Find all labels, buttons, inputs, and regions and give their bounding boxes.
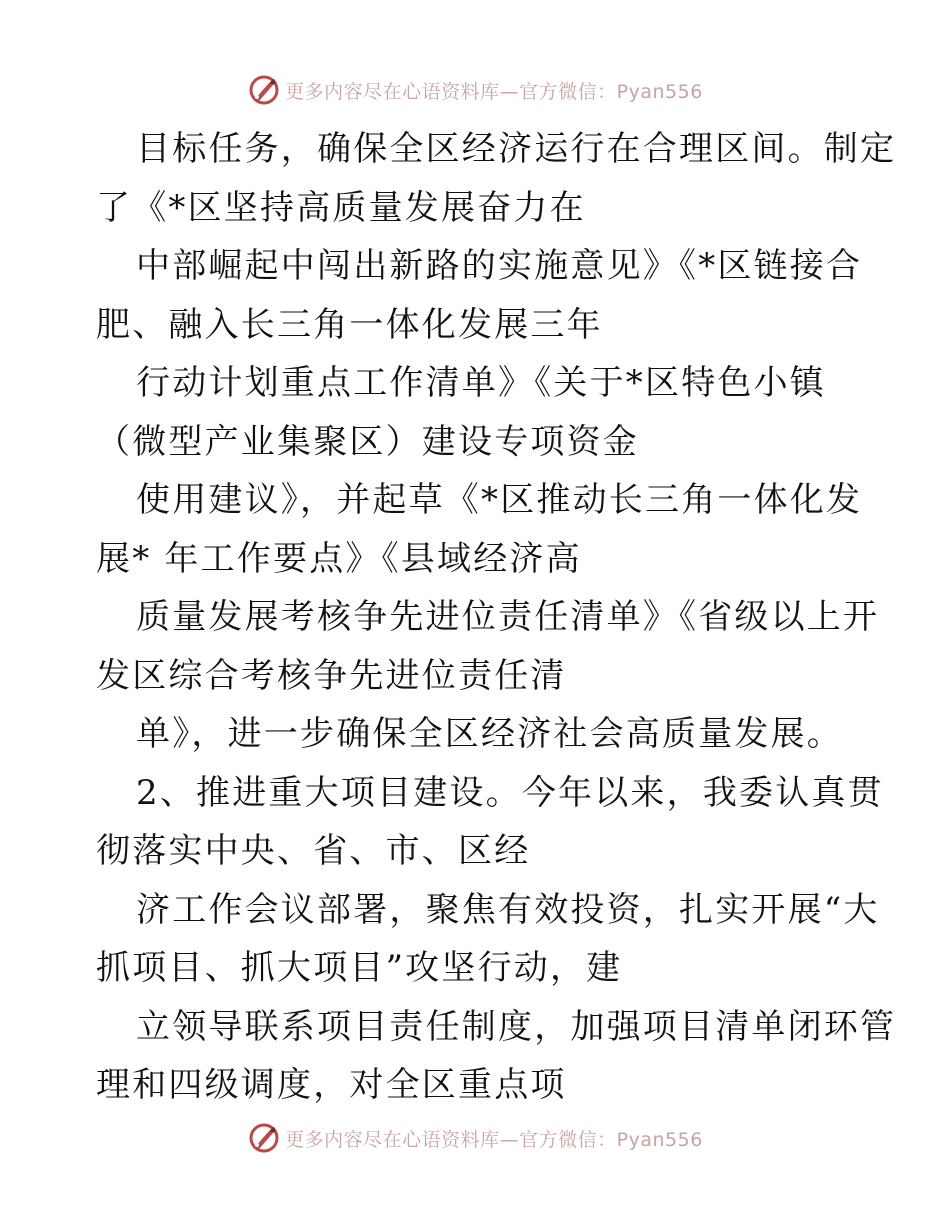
text-line: 立领导联系项目责任制度，加强项目清单闭环管 — [136, 1006, 897, 1047]
text-line: 发区综合考核争先进位责任清 — [96, 655, 567, 696]
document-body — [96, 120, 897, 1115]
text-line: 目标任务，确保全区经济运行在合理区间。制定 — [136, 129, 897, 169]
text-line: 中部崛起中闯出新路的实施意见》《*区链接合 — [136, 246, 863, 286]
text-line: （微型产业集聚区）建设专项资金 — [96, 421, 639, 462]
text-line: 单》，进一步确保全区经济社会高质量发展。 — [136, 714, 843, 754]
watermark-header — [0, 70, 950, 110]
watermark-footer — [0, 1118, 950, 1158]
text-line: 肥、融入长三角一体化发展三年 — [96, 304, 603, 345]
text-line: 彻落实中央、省、市、区经 — [96, 831, 531, 871]
brand-logo-icon — [247, 1121, 281, 1155]
text-line: 使用建议》，并起草《*区推动长三角一体化发 — [136, 480, 863, 520]
text-line: 济工作会议部署，聚焦有效投资，扎实开展“大 — [136, 889, 880, 930]
watermark-text: 更多内容尽在心语资料库—官方微信：Pyan556 — [285, 80, 703, 103]
text-line: 展* 年工作要点》《县域经济高 — [96, 538, 582, 579]
text-line: 2、推进重大项目建设。今年以来，我委认真贯 — [136, 772, 884, 813]
brand-logo-icon — [247, 73, 281, 107]
text-line: 理和四级调度，对全区重点项 — [96, 1065, 567, 1105]
text-line: 抓项目、抓大项目”攻坚行动，建 — [96, 948, 623, 988]
watermark-text: 更多内容尽在心语资料库—官方微信：Pyan556 — [285, 1128, 703, 1151]
text-line: 质量发展考核争先进位责任清单》《省级以上开 — [136, 597, 880, 637]
text-line: 行动计划重点工作清单》《关于*区特色小镇 — [136, 363, 826, 403]
text-line: 了《*区坚持高质量发展奋力在 — [96, 187, 586, 228]
